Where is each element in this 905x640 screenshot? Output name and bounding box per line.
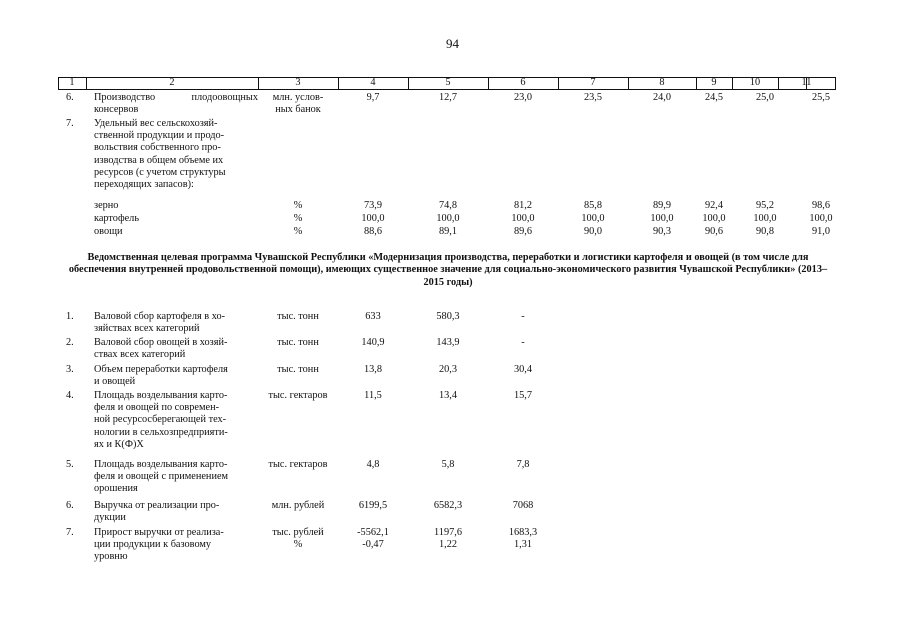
row-unit: млн. услов- ных банок — [272, 92, 324, 116]
row-value: 25,0 — [755, 92, 775, 103]
row-value: 580,3 — [436, 311, 460, 322]
column-header: 8 — [659, 77, 665, 88]
row-number: 4. — [66, 390, 74, 401]
row-number: 2. — [66, 337, 74, 348]
row-value: 95,2 — [755, 200, 775, 211]
column-header: 10 — [749, 77, 761, 88]
row-number: 3. — [66, 364, 74, 375]
row-number: 6. — [66, 92, 74, 103]
row-value: 7,8 — [516, 459, 530, 470]
row-number: 1. — [66, 311, 74, 322]
row-value: 100,0 — [809, 213, 833, 224]
row-number: 6. — [66, 500, 74, 511]
row-unit: % — [293, 539, 303, 550]
row-value: 9,7 — [366, 92, 380, 103]
column-header: 6 — [520, 77, 526, 88]
row-label: Валовой сбор овощей в хозяй- ствах всех категорий — [94, 337, 228, 361]
row-number: 7. — [66, 118, 74, 129]
row-value: 4,8 — [366, 459, 380, 470]
row-unit: тыс. гектаров — [268, 390, 328, 401]
row-value: 12,7 — [438, 92, 458, 103]
row-label: Производство плодоовощных консервов — [94, 92, 258, 116]
row-value: 15,7 — [513, 390, 533, 401]
row-value: 90,8 — [755, 226, 775, 237]
row-value: 100,0 — [511, 213, 535, 224]
row-number: 7. — [66, 527, 74, 538]
row-value: 11,5 — [364, 390, 382, 401]
column-header: 9 — [711, 77, 717, 88]
row-value: 13,8 — [363, 364, 383, 375]
row-label: Удельный вес сельскохозяй- ственной продукции и продо- вольствия собственного про- изводства в общем объеме их ресурсов (с учетом структуры переходящих запасов): — [94, 118, 226, 191]
row-unit: тыс. рублей — [272, 527, 324, 538]
row-value: 90,6 — [704, 226, 724, 237]
row-value: 85,8 — [583, 200, 603, 211]
row-value: 100,0 — [436, 213, 460, 224]
row-value: 90,0 — [583, 226, 603, 237]
row-value: 100,0 — [753, 213, 777, 224]
column-header: 3 — [295, 77, 301, 88]
row-unit: % — [293, 200, 303, 211]
row-value: 23,0 — [513, 92, 533, 103]
row-unit: % — [293, 226, 303, 237]
row-unit: % — [293, 213, 303, 224]
row-value: - — [521, 337, 525, 348]
row-value: 1683,3 — [508, 527, 538, 538]
row-value: 1197,6 — [434, 527, 462, 538]
row-value: 23,5 — [583, 92, 603, 103]
row-value: 1,31 — [513, 539, 533, 550]
row-value: 6582,3 — [433, 500, 463, 511]
row-value: 88,6 — [363, 226, 383, 237]
row-value: 73,9 — [363, 200, 383, 211]
row-label: овощи — [94, 226, 123, 237]
row-unit: тыс. тонн — [277, 311, 319, 322]
column-header: 11 — [801, 77, 812, 88]
row-unit: тыс. тонн — [277, 364, 319, 375]
row-label: Площадь возделывания карто- феля и овощей с применением орошения — [94, 459, 229, 495]
row-value: 91,0 — [811, 226, 831, 237]
row-value: -5562,1 — [357, 527, 389, 538]
row-unit: млн. рублей — [271, 500, 325, 511]
row-value: 1,22 — [438, 539, 458, 550]
row-label: Объем переработки картофеля и овощей — [94, 364, 228, 388]
row-label: зерно — [94, 200, 119, 211]
row-value: 92,4 — [704, 200, 724, 211]
row-value: 13,4 — [438, 390, 458, 401]
row-value: 81,2 — [513, 200, 533, 211]
row-value: - — [521, 311, 525, 322]
row-value: 5,8 — [441, 459, 455, 470]
column-header: 1 — [69, 77, 75, 88]
row-value: 98,6 — [811, 200, 831, 211]
row-unit: тыс. гектаров — [268, 459, 328, 470]
row-label: Площадь возделывания карто- феля и овощей по современ- ной ресурсосберегающей тех- нологии в сельхозпредприяти- ях и К(Ф)Х — [94, 390, 228, 450]
row-value: 24,5 — [704, 92, 724, 103]
row-value: 74,8 — [438, 200, 458, 211]
row-value: 30,4 — [513, 364, 533, 375]
row-value: 100,0 — [702, 213, 726, 224]
row-value: 100,0 — [361, 213, 385, 224]
row-label: Валовой сбор картофеля в хо- зяйствах всех категорий — [94, 311, 226, 335]
page-number: 94 — [446, 36, 459, 51]
row-value: 20,3 — [438, 364, 458, 375]
row-value: 24,0 — [652, 92, 672, 103]
row-value: 89,1 — [438, 226, 458, 237]
column-header: 7 — [590, 77, 596, 88]
row-value: -0,47 — [362, 539, 384, 550]
row-value: 90,3 — [652, 226, 672, 237]
row-value: 89,6 — [513, 226, 533, 237]
row-value: 25,5 — [811, 92, 831, 103]
row-value: 89,9 — [652, 200, 672, 211]
row-number: 5. — [66, 459, 74, 470]
column-header: 5 — [445, 77, 451, 88]
row-value: 7068 — [512, 500, 534, 511]
row-unit: тыс. тонн — [277, 337, 319, 348]
column-header: 2 — [169, 77, 175, 88]
row-value: 140,9 — [361, 337, 385, 348]
column-header: 4 — [370, 77, 376, 88]
row-label: Выручка от реализации про- дукции — [94, 500, 220, 524]
row-value: 6199,5 — [358, 500, 388, 511]
row-label: Прирост выручки от реализа- ции продукции к базовому уровню — [94, 527, 224, 563]
section-heading: Ведомственная целевая программа Чувашской Республики «Модернизация производства, переработки и логистики картофеля и овощей (в том числе для обеспечения внутренней продовольственной помощи), имеющих существенное значение для социально-экономического развития Чувашской Республики» (2013–2015 годы) — [68, 252, 828, 288]
row-value: 100,0 — [581, 213, 605, 224]
row-value: 100,0 — [650, 213, 674, 224]
row-value: 633 — [365, 311, 381, 322]
row-label: картофель — [94, 213, 140, 224]
row-value: 143,9 — [436, 337, 460, 348]
header-divider — [835, 78, 836, 90]
